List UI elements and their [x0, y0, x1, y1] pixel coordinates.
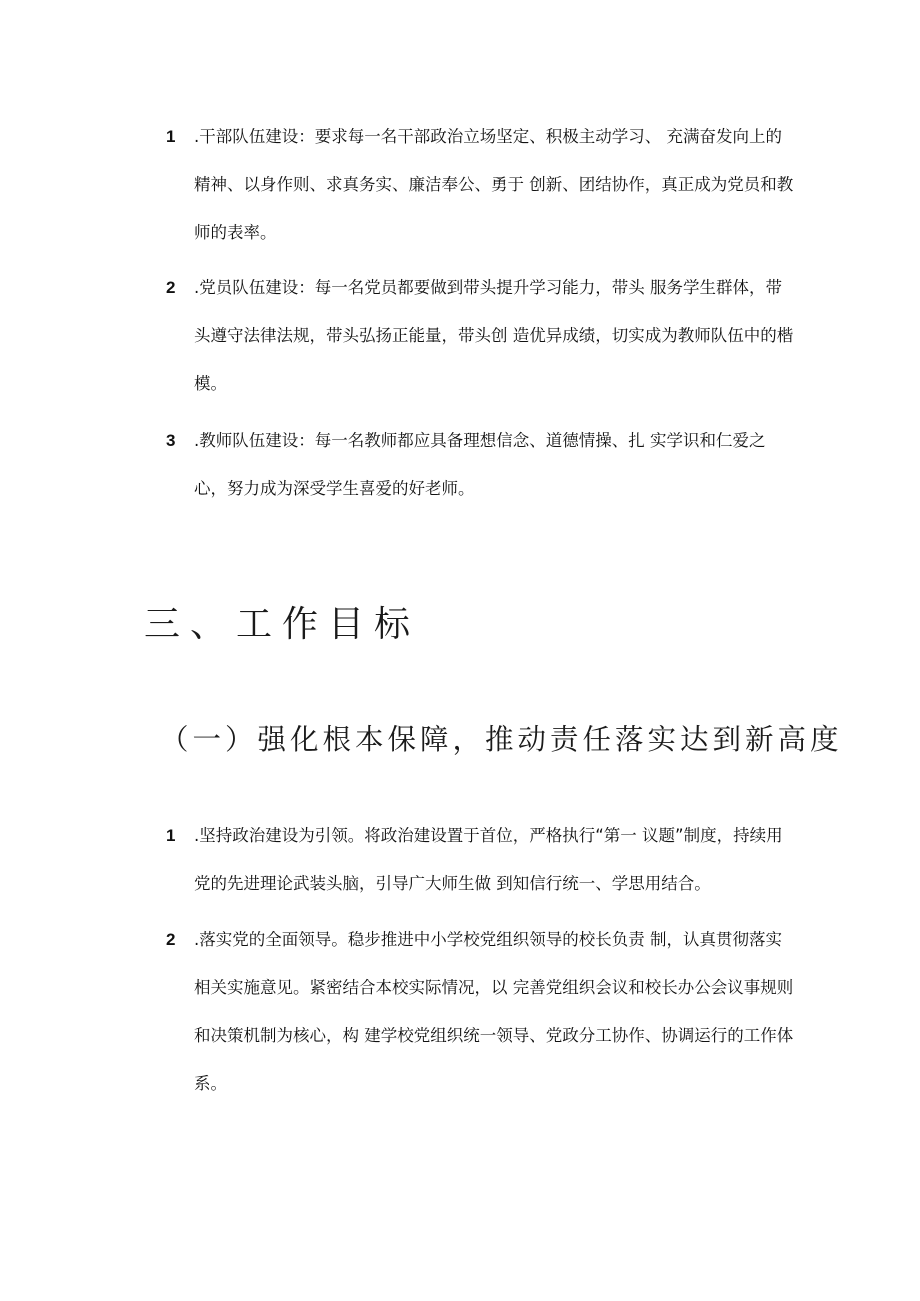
list-item-teacher-team: [166, 417, 796, 513]
section-heading-work-goals: 三、工作目标: [144, 604, 421, 645]
subsection-heading: （一）强化根本保障，推动责任落实达到新高度: [160, 723, 843, 756]
list-number: 2: [166, 930, 176, 949]
list-item-text: .坚持政治建设为引领。将政治建设置于首位，严格执行“第一 议题”制度，持续用党的先进理论武装头脑，引导广大师生做 到知信行统一、学思用结合。: [194, 826, 783, 893]
list-number: 2: [166, 278, 176, 297]
list-item-text: .党员队伍建设：每一名党员都要做到带头提升学习能力，带头 服务学生群体，带头遵守法律法规，带头弘扬正能量，带头创 造优异成绩，切实成为教师队伍中的楷模。: [194, 278, 794, 393]
list-number: 1: [166, 826, 176, 845]
list-item-party-member-team: [166, 264, 796, 408]
list-item-political-construction: [166, 812, 796, 908]
list-item-party-leadership: [166, 916, 796, 1108]
list-item-text: .落实党的全面领导。稳步推进中小学校党组织领导的校长负责 制，认真贯彻落实相关实施意见。紧密结合本校实际情况，以 完善党组织会议和校长办公会议事规则和决策机制为核心，构 建学校党组织统一领导、党政分工协作、协调运行的工作体系。: [194, 930, 794, 1093]
list-number: 1: [166, 127, 176, 146]
list-item-text: .教师队伍建设：每一名教师都应具备理想信念、道德情操、扎 实学识和仁爱之心，努力成为深受学生喜爱的好老师。: [194, 431, 766, 498]
list-number: 3: [166, 431, 176, 450]
list-item-text: .干部队伍建设：要求每一名干部政治立场坚定、积极主动学习、 充满奋发向上的精神、以身作则、求真务实、廉洁奉公、勇于 创新、团结协作，真正成为党员和教师的表率。: [194, 127, 794, 242]
list-item-cadre-team: [166, 113, 796, 257]
